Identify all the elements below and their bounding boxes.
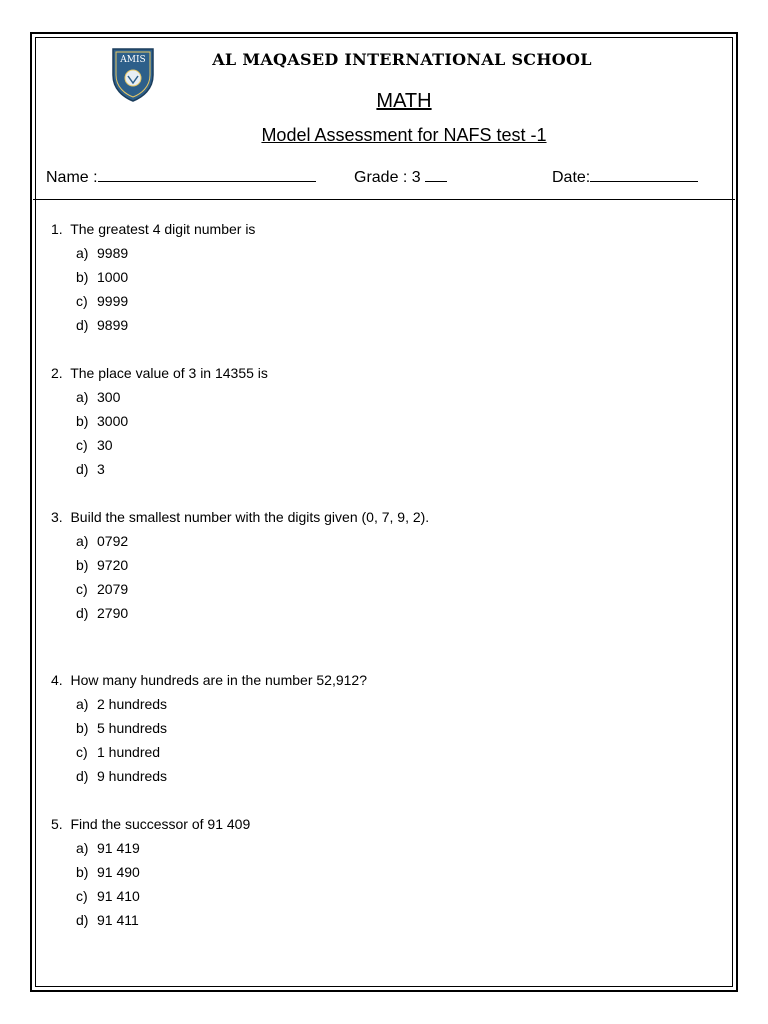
question-text: Find the successor of 91 409 [70, 816, 251, 832]
question [51, 812, 429, 932]
question [51, 217, 429, 337]
answer-option[interactable]: b) 5 hundreds [76, 720, 168, 736]
question [51, 505, 429, 625]
header-divider [33, 199, 735, 200]
question-number: 4. [51, 672, 63, 688]
answer-option[interactable]: d) 91 411 [76, 912, 139, 928]
answer-option[interactable]: a) 0792 [76, 533, 129, 549]
name-field[interactable] [46, 165, 316, 187]
answer-option[interactable]: a) 9989 [76, 245, 129, 261]
answer-option[interactable]: d) 2790 [76, 605, 129, 621]
answer-option[interactable]: c) 91 410 [76, 888, 140, 904]
answer-option[interactable]: a) 300 [76, 389, 121, 405]
answer-option[interactable]: b) 91 490 [76, 864, 140, 880]
answer-option[interactable]: b) 9720 [76, 557, 129, 573]
logo-text: AMIS [120, 55, 146, 65]
school-name: AL MAQASED INTERNATIONAL SCHOOL [212, 50, 592, 69]
question [51, 668, 429, 788]
subject-title: MATH [376, 90, 432, 112]
question-text: Build the smallest number with the digits given (0, 7, 9, 2). [70, 509, 430, 525]
answer-option[interactable]: c) 1 hundred [76, 744, 161, 760]
answer-option[interactable]: c) 9999 [76, 293, 129, 309]
answer-option[interactable]: d) 9 hundreds [76, 768, 168, 784]
name-label: Name : [46, 169, 98, 186]
answer-option[interactable]: b) 3000 [76, 413, 129, 429]
answer-option[interactable]: a) 91 419 [76, 840, 140, 856]
answer-option[interactable]: c) 30 [76, 437, 113, 453]
name-blank[interactable] [98, 165, 316, 182]
question-number: 3. [51, 509, 63, 525]
grade-field[interactable] [354, 165, 447, 187]
grade-blank[interactable] [425, 165, 447, 182]
question-number: 5. [51, 816, 63, 832]
date-label: Date: [552, 169, 591, 186]
grade-label: Grade : 3 [354, 169, 421, 186]
page-border [30, 32, 738, 992]
answer-option[interactable]: c) 2079 [76, 581, 129, 597]
question-number: 2. [51, 365, 63, 381]
answer-option[interactable]: a) 2 hundreds [76, 696, 168, 712]
answer-option[interactable]: d) 9899 [76, 317, 129, 333]
question-text: The greatest 4 digit number is [70, 221, 256, 237]
question [51, 361, 429, 481]
answer-option[interactable]: d) 3 [76, 461, 105, 477]
answer-option[interactable]: b) 1000 [76, 269, 129, 285]
date-blank[interactable] [590, 165, 698, 182]
question-list [51, 217, 429, 932]
question-text: The place value of 3 in 14355 is [70, 365, 268, 381]
question-text: How many hundreds are in the number 52,912? [70, 672, 367, 688]
question-number: 1. [51, 221, 63, 237]
date-field[interactable] [552, 165, 698, 187]
assessment-title: Model Assessment for NAFS test -1 [261, 125, 547, 145]
page-inner-border [35, 37, 733, 987]
